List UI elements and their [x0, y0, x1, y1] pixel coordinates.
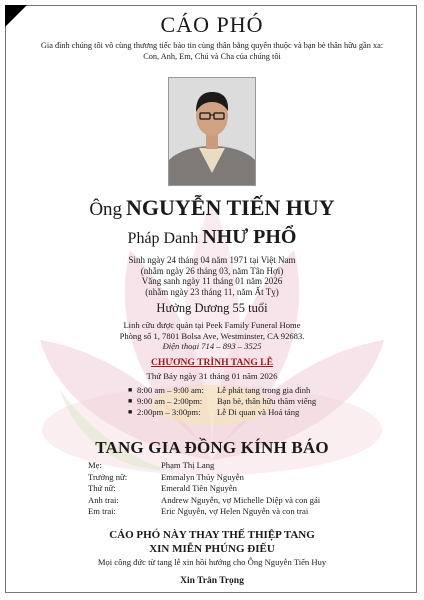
schedule-time: 8:00 am – 9:00 am:	[137, 385, 204, 395]
dharma-name: NHƯ PHỔ	[202, 226, 297, 248]
program-schedule	[128, 385, 316, 418]
intro-line-2: Con, Anh, Em, Chú và Cha của chúng tôi	[143, 52, 281, 61]
family-members-list	[88, 460, 320, 518]
dharma-label: Pháp Danh	[127, 230, 199, 247]
death-lunar-date: (nhằm ngày 23 tháng 11, năm Ất Tỵ)	[145, 286, 279, 297]
notice-merit-dedication: Mọi công đức từ tang lễ xin hồi hướng cho Ông Nguyễn Tiến Huy	[97, 557, 327, 567]
schedule-item	[128, 407, 316, 418]
family-relation: Anh trai:	[88, 494, 119, 505]
notice-no-condolence-gifts: XIN MIỄN PHÚNG ĐIẾU	[149, 543, 275, 555]
funeral-home: Linh cữu được quàn tại Peek Family Funeral Home	[123, 320, 301, 330]
family-relation: Em trai:	[88, 506, 116, 517]
family-member	[88, 483, 320, 495]
schedule-item	[128, 385, 316, 396]
family-names: Emerald Tiên Nguyễn	[161, 483, 237, 494]
family-relation: Mẹ:	[88, 460, 102, 470]
family-names: Emmalyn Thủy Nguyễn	[161, 471, 244, 482]
notice-replaces-card: CÁO PHÓ NÀY THAY THẾ THIỆP TANG	[109, 529, 315, 541]
family-names: Phạm Thị Lang	[161, 460, 215, 470]
birth-date: Sinh ngày 24 tháng 04 năm 1971 tại Việt Nam	[128, 255, 296, 265]
family-names: Eric Nguyễn, vợ Helen Nguyễn và con trai	[161, 506, 309, 517]
intro-text	[0, 40, 424, 62]
family-member	[88, 495, 320, 507]
honorific: Ông	[89, 199, 123, 220]
age-at-death: Hưởng Dương 55 tuổi	[156, 301, 268, 315]
schedule-event: Lễ phát tang trong gia đình	[217, 385, 311, 395]
closing-signature: Xin Trân Trọng	[180, 576, 244, 586]
program-title: CHƯƠNG TRÌNH TANG LỄ	[151, 357, 273, 368]
deceased-name-line	[0, 195, 424, 221]
life-dates	[0, 255, 424, 297]
obituary-title: CÁO PHÓ	[160, 12, 264, 37]
family-names: Andrew Nguyễn, vợ Michelle Diệp và con gái	[161, 494, 321, 505]
family-relation: Thứ nữ:	[88, 483, 116, 494]
family-relation: Trưởng nữ:	[88, 471, 128, 482]
portrait-photo	[168, 77, 256, 186]
funeral-phone: Điện thoại 714 – 893 – 3525	[162, 341, 262, 351]
death-date: Văng sanh ngày 11 tháng 01 năm 2026	[141, 276, 283, 286]
bullet-icon: ■	[128, 408, 133, 416]
family-member	[88, 506, 320, 518]
schedule-time: 9:00 am – 2:00pm:	[137, 396, 203, 406]
family-member	[88, 472, 320, 484]
schedule-item	[128, 396, 316, 407]
schedule-event: Bạn bè, thân hữu thăm viếng	[217, 396, 317, 406]
funeral-address: Phòng số 1, 7801 Bolsa Ave, Westminster, CA 92683.	[119, 330, 305, 341]
bullet-icon: ■	[128, 397, 133, 405]
funeral-location	[0, 320, 424, 352]
intro-line-1: Gia đình chúng tôi vô cùng thương tiếc báo tin cùng thân bằng quyến thuộc và bạn bè thân hữu gần xa:	[40, 41, 384, 50]
family-heading: TANG GIA ĐỒNG KÍNH BÁO	[95, 438, 329, 457]
birth-lunar-date: (nhằm ngày 26 tháng 03, năm Tân Hợi)	[140, 265, 284, 276]
family-member	[88, 460, 320, 472]
bullet-icon: ■	[128, 386, 133, 394]
schedule-time: 2:00pm – 3:00pm:	[137, 407, 201, 417]
program-date: Thứ Bảy ngày 31 tháng 01 năm 2026	[146, 371, 278, 381]
schedule-event: Lễ Di quan và Hoả táng	[217, 407, 300, 417]
deceased-name: NGUYỄN TIẾN HUY	[126, 195, 335, 220]
dharma-name-line	[0, 226, 424, 249]
